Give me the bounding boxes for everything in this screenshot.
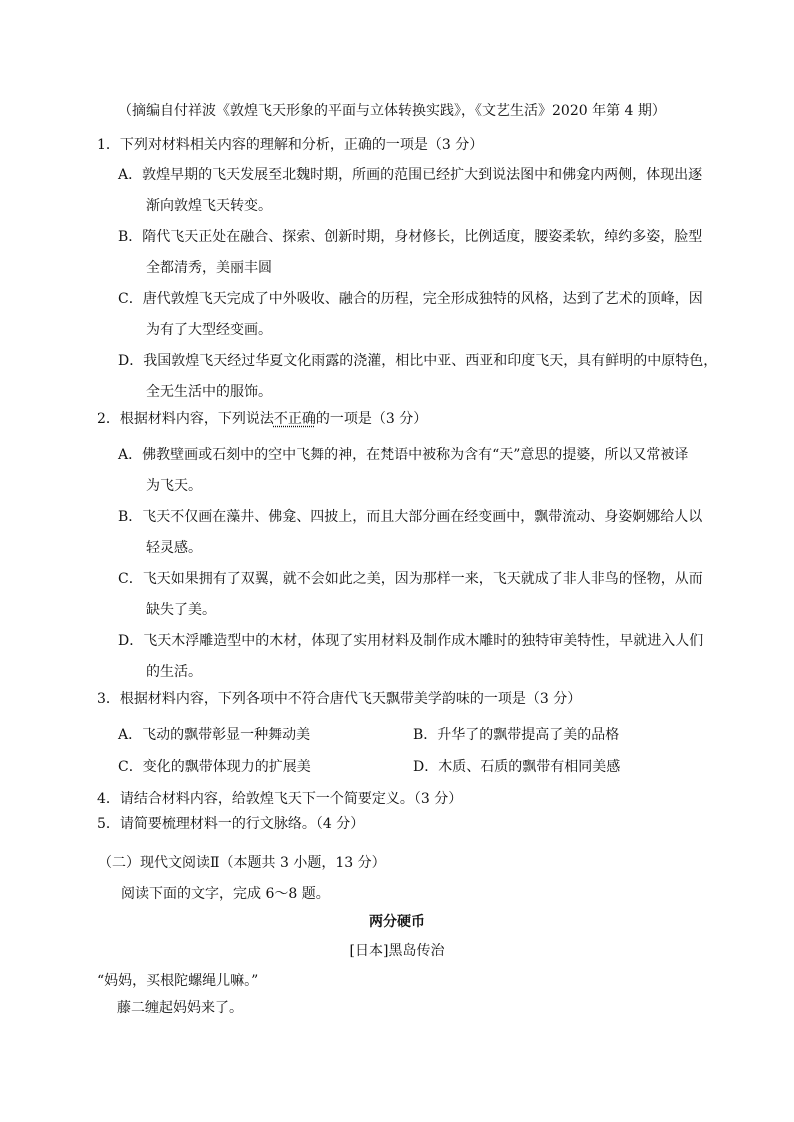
question-2-option-d: D．飞天木浮雕造型中的木材，体现了实用材料及制作成木雕时的独特审美特性，早就进入人们 bbox=[118, 633, 704, 649]
question-3-option-d: D．木质、石质的飘带有相同美感 bbox=[413, 759, 621, 775]
question-2-stem-post: 的一项是（3 分） bbox=[315, 411, 428, 427]
question-5: 5．请简要梳理材料一的行文脉络。（4 分） bbox=[97, 816, 365, 832]
question-3-option-b: B．升华了的飘带提高了美的品格 bbox=[413, 727, 620, 743]
question-3-stem: 3．根据材料内容，下列各项中不符合唐代飞天飘带美学韵味的一项是（3 分） bbox=[97, 691, 582, 707]
question-2-stem-pre: 2．根据材料内容，下列说法 bbox=[97, 411, 274, 427]
question-1-option-d: D．我国敦煌飞天经过华夏文化雨露的浇灌，相比中亚、西亚和印度飞天，具有鲜明的中原特色， bbox=[118, 353, 718, 369]
question-1-option-c: C．唐代敦煌飞天完成了中外吸收、融合的历程，完全形成独特的风格，达到了艺术的顶峰，因 bbox=[118, 291, 703, 307]
question-2-option-d-cont: 的生活。 bbox=[146, 664, 202, 680]
section-heading: （二）现代文阅读Ⅱ（本题共 3 小题，13 分） bbox=[98, 855, 386, 871]
story-paragraph: “妈妈，买根陀螺绳儿嘛。” bbox=[97, 973, 259, 989]
question-1-option-d-cont: 全无生活中的服饰。 bbox=[146, 384, 272, 400]
question-2-option-c: C．飞天如果拥有了双翼，就不会如此之美，因为那样一来，飞天就成了非人非鸟的怪物，从而 bbox=[118, 571, 703, 587]
question-1-stem: 1．下列对材料相关内容的理解和分析，正确的一项是（3 分） bbox=[97, 137, 484, 153]
question-3-option-c: C．变化的飘带体现力的扩展美 bbox=[118, 759, 311, 775]
question-1-option-b-cont: 全都清秀，美丽丰圆 bbox=[146, 260, 272, 276]
question-3-option-a: A．飞动的飘带彰显一种舞动美 bbox=[118, 727, 311, 743]
question-2-option-a-cont: 为飞天。 bbox=[146, 478, 202, 494]
question-1-option-b: B．隋代飞天正处在融合、探索、创新时期，身材修长，比例适度，腰姿柔软，绰约多姿，脸型 bbox=[118, 229, 703, 245]
source-citation: （摘编自付祥波《敦煌飞天形象的平面与立体转换实践》，《文艺生活》2020 年第 4 期） bbox=[118, 103, 666, 119]
question-2-stem-emphasis: 不正确 bbox=[273, 411, 316, 427]
question-1-option-a: A．敦煌早期的飞天发展至北魏时期，所画的范围已经扩大到说法图中和佛龛内两侧，体现出逐 bbox=[118, 167, 703, 183]
question-2-stem bbox=[97, 410, 427, 428]
story-title: 两分硬币 bbox=[369, 914, 425, 930]
question-1-option-a-cont: 渐向敦煌飞天转变。 bbox=[146, 198, 272, 214]
question-2-option-c-cont: 缺失了美。 bbox=[146, 602, 216, 618]
story-paragraph: 藤二缠起妈妈来了。 bbox=[117, 1000, 243, 1016]
question-2-option-a: A．佛教壁画或石刻中的空中飞舞的神，在梵语中被称为含有“天”意思的提婆，所以又常被译 bbox=[118, 447, 689, 463]
story-author: [日本]黑岛传治 bbox=[349, 943, 445, 959]
question-2-option-b: B．飞天不仅画在藻井、佛龛、四披上，而且大部分画在经变画中，飘带流动、身姿婀娜给人以 bbox=[118, 509, 703, 525]
question-1-option-c-cont: 为有了大型经变画。 bbox=[146, 322, 272, 338]
reading-instruction: 阅读下面的文字，完成 6～8 题。 bbox=[121, 886, 330, 902]
question-4: 4．请结合材料内容，给敦煌飞天下一个简要定义。（3 分） bbox=[97, 791, 463, 807]
question-2-option-b-cont: 轻灵感。 bbox=[146, 540, 202, 556]
